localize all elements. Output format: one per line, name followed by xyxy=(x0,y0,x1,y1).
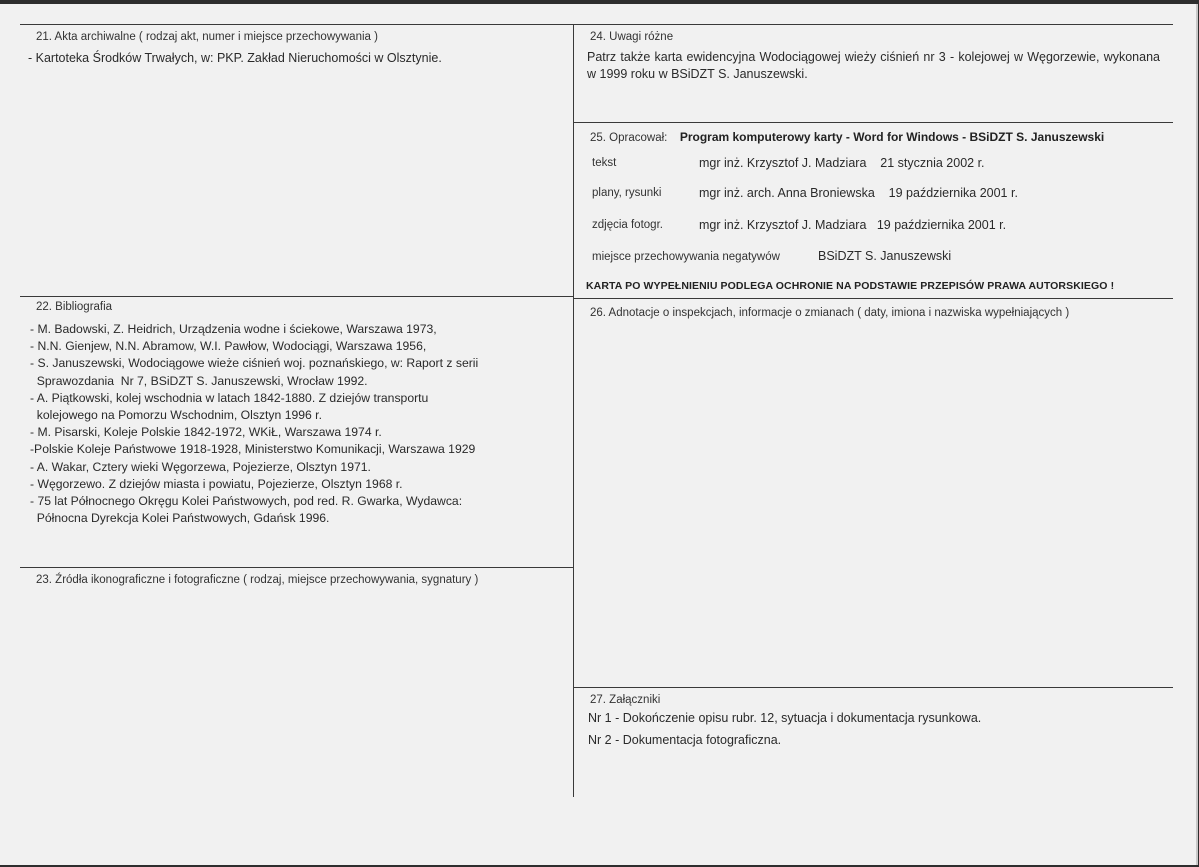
row-label-photos: zdjęcia fotogr. xyxy=(592,219,663,231)
bibliography-entry: - N.N. Gienjew, N.N. Abramow, W.I. Pawłow, Wodociągi, Warszawa 1956, xyxy=(30,339,427,354)
section-23-heading: 23. Źródła ikonograficzne i fotograficzne ( rodzaj, miejsce przechowywania, sygnatury ) xyxy=(36,574,479,586)
section-23-iconographic-sources xyxy=(36,574,566,586)
section-25-heading: 25. Opracował: xyxy=(590,132,668,144)
negatives-value: BSiDZT S. Januszewski xyxy=(818,249,952,263)
row-value-text: mgr inż. Krzysztof J. Madziara 21 stycznia 2002 r. xyxy=(699,156,985,170)
section-25-prepared-by xyxy=(586,128,1170,296)
divider-26-27 xyxy=(573,687,1173,688)
copyright-notice: KARTA PO WYPEŁNIENIU PODLEGA OCHRONIE NA PODSTAWIE PRZEPISÓW PRAWA AUTORSKIEGO ! xyxy=(586,280,1115,292)
divider-24-25 xyxy=(573,122,1173,123)
row-value-plans: mgr inż. arch. Anna Broniewska 19 października 2001 r. xyxy=(699,186,1018,200)
bibliography-entry: - A. Piątkowski, kolej wschodnia w latach 1842-1880. Z dziejów transportu xyxy=(30,390,429,405)
bibliography-entry: - 75 lat Północnego Okręgu Kolei Państwowych, pod red. R. Gwarka, Wydawca: xyxy=(30,494,463,509)
section-27-attachments xyxy=(588,694,1163,748)
bibliography-entry: - S. Januszewski, Wodociągowe wieże ciśnień woj. poznańskiego, w: Raport z serii xyxy=(30,356,479,371)
section-22-bibliography xyxy=(30,301,562,527)
prepared-by-header xyxy=(590,128,1104,146)
negatives-label: miejsce przechowywania negatywów xyxy=(592,251,780,263)
section-21-text: - Kartoteka Środków Trwałych, w: PKP. Zakład Nieruchomości w Olsztynie. xyxy=(28,51,442,65)
bibliography-entry: - A. Wakar, Cztery wieki Węgorzewa, Pojezierze, Olsztyn 1971. xyxy=(30,459,371,474)
section-24-text: Patrz także karta ewidencyjna Wodociągowej wieży ciśnień nr 3 - kolejowej w Węgorzewie, wykonana w 1999 roku w BSiDZT S. Januszewski. xyxy=(587,50,1160,81)
section-21-archival-records xyxy=(28,31,568,67)
section-26-annotations xyxy=(590,307,1165,319)
row-label-plans: plany, rysunki xyxy=(592,187,662,199)
divider-center xyxy=(573,24,574,797)
row-label-text: tekst xyxy=(592,157,617,169)
bibliography-list xyxy=(30,321,562,527)
bibliography-entry: Sprawozdania Nr 7, BSiDZT S. Januszewski, Wrocław 1992. xyxy=(30,373,368,388)
divider-22-23 xyxy=(20,567,573,568)
section-27-heading: 27. Załączniki xyxy=(590,694,661,706)
section-24-heading: 24. Uwagi różne xyxy=(590,31,674,43)
divider-25-26 xyxy=(573,298,1173,299)
bibliography-entry: - M. Badowski, Z. Heidrich, Urządzenia wodne i ściekowe, Warszawa 1973, xyxy=(30,322,437,336)
bibliography-entry: kolejowego na Pomorzu Wschodnim, Olsztyn 1996 r. xyxy=(30,408,322,423)
bibliography-entry: -Polskie Koleje Państwowe 1918-1928, Ministerstwo Komunikacji, Warszawa 1929 xyxy=(30,442,476,457)
section-24-remarks xyxy=(587,31,1160,82)
attachment-item: Nr 1 - Dokończenie opisu rubr. 12, sytuacja i dokumentacja rysunkowa. xyxy=(588,711,982,725)
attachment-item: Nr 2 - Dokumentacja fotograficzna. xyxy=(588,732,782,747)
program-info: Program komputerowy karty - Word for Windows - BSiDZT S. Januszewski xyxy=(679,130,1105,144)
divider-top xyxy=(20,24,1173,25)
divider-21-22 xyxy=(20,296,573,297)
section-21-heading: 21. Akta archiwalne ( rodzaj akt, numer i miejsce przechowywania ) xyxy=(36,31,378,43)
section-22-heading: 22. Bibliografia xyxy=(36,301,113,313)
record-card xyxy=(0,4,1198,865)
row-value-photos: mgr inż. Krzysztof J. Madziara 19 października 2001 r. xyxy=(699,218,1007,232)
bibliography-entry: - Węgorzewo. Z dziejów miasta i powiatu, Pojezierze, Olsztyn 1968 r. xyxy=(30,476,403,491)
section-26-heading: 26. Adnotacje o inspekcjach, informacje o zmianach ( daty, imiona i nazwiska wypełniających ) xyxy=(590,307,1070,319)
bibliography-entry: - M. Pisarski, Koleje Polskie 1842-1972, WKiŁ, Warszawa 1974 r. xyxy=(30,425,382,440)
bibliography-entry: Północna Dyrekcja Kolei Państwowych, Gdańsk 1996. xyxy=(30,511,330,526)
